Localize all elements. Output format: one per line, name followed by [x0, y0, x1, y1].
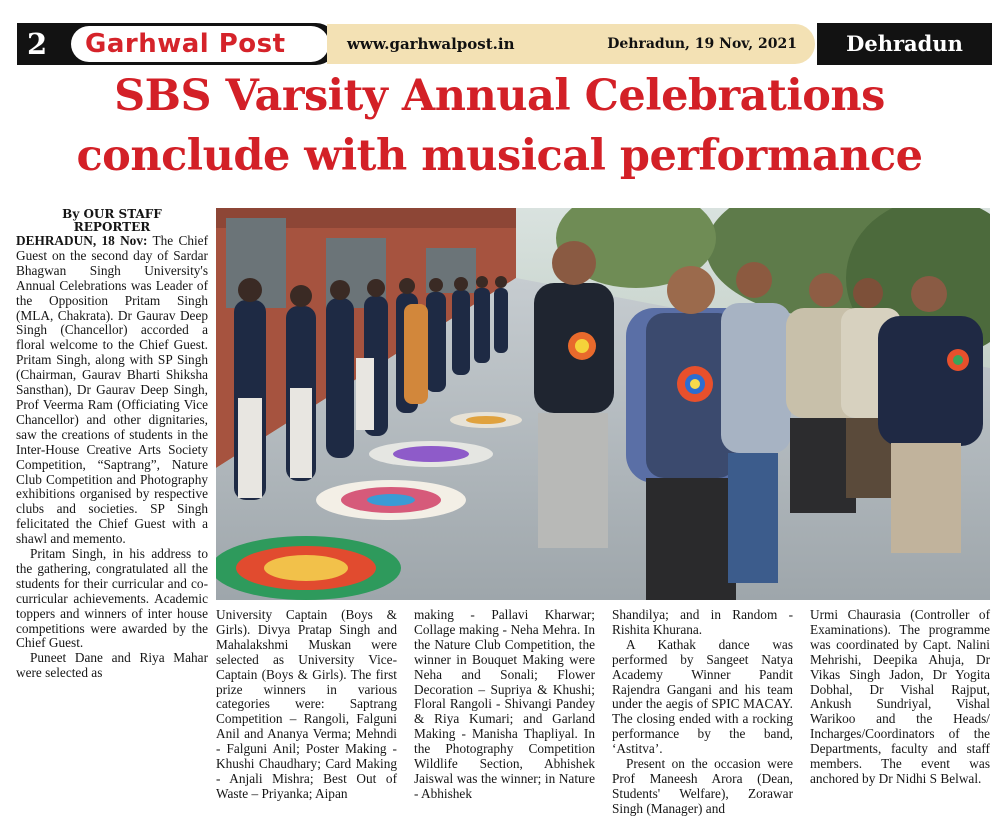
paragraph-captains-start: Puneet Dane and Riya Mahar were selected as	[16, 650, 208, 681]
paragraph-col3: making - Pallavi Kharwar; Collage making - Neha Mehra. In the Nature Club Competition, the winner in Bouquet Making were Neha and Sonali; Flower Decoration – Supriya & Khushi; Floral Rangoli - Shivangi Pandey & Riya Kumari; and Garland Making - Manisha Thapliyal. In the Photography Competition Wildlife Section, Abhishek Jaiswal was the winner; in Nature - Abhishek	[414, 607, 595, 801]
paragraph-col5: Urmi Chaurasia (Controller of Examinations). The programme was coordinated by Capt. Nalini Mehrishi, Deepika Ahuja, Dr Vikas Singh Jadon, Dr Yogita Dobhal, Dr Vishal Rajput, Ankush Sundriyal, Vishal Warikoo and the Heads/ Incharges/Coordinators of the Departments, faculty and staff members. The event was anchored by Dr Nidhi S Belwal.	[810, 607, 990, 786]
lead-text: The Chief Guest on the second day of Sardar Bhagwan Singh University's Annual Celebrations was Leader of the Opposition Pritam Singh (MLA, Chakrata). Dr Gaurav Deep Singh (Chancellor) accorded a floral welcome to the Chief Guest. Pritam Singh, along with SP Singh (Chairman, Gaurav Bharti Shiksha Sansthan), Dr Gaurav Deep Singh, Prof Veerma Ram (Officiating Vice Chancellor) and other dignitaries, saw the creations of students in the Inter-House Creative Arts Society Competition, “Saptrang”, Nature Club Competition and Photography exhibitions organised by respective clubs and societies. SP Singh felicitated the Chief Guest with a shawl and memento.	[16, 233, 208, 547]
section-label: Dehradun	[817, 23, 992, 65]
headline-line-1: SBS Varsity Annual Celebrations	[114, 71, 885, 121]
article-column-4	[612, 608, 793, 817]
paragraph-col4-2: A Kathak dance was performed by Sangeet Natya Academy Winner Pandit Rajendra Gangani and his team under the aegis of SPIC MACAY. The closing ended with a rocking performance by the band, ‘Astitva’.	[612, 636, 793, 757]
paragraph-col4-3: Present on the occasion were Prof Maneesh Arora (Dean, Students' Welfare), Zorawar Singh (Manager) and	[612, 756, 793, 816]
byline-line-2: REPORTER	[73, 220, 151, 234]
masthead	[17, 23, 992, 65]
paragraph-address: Pritam Singh, in his address to the gathering, congratulated all the students for their curricular and co-curricular achievements. Academic toppers and winners of inter house competitions were awarded by the Chief Guest.	[16, 546, 208, 651]
byline-line-1: By OUR STAFF	[62, 207, 162, 221]
website-url[interactable]: www.garhwalpost.in	[347, 35, 515, 53]
news-photo	[216, 208, 990, 600]
dateline: DEHRADUN, 18 Nov:	[16, 233, 148, 248]
photo-illustration	[216, 208, 990, 600]
edition-date: Dehradun, 19 Nov, 2021	[607, 36, 797, 52]
masthead-left-block	[17, 23, 337, 65]
article-column-5	[810, 608, 990, 787]
article-column-1	[16, 208, 208, 681]
paragraph-col4-1: Shandilya; and in Random - Rishita Khurana.	[612, 607, 793, 637]
masthead-info-band	[327, 24, 815, 64]
newspaper-logo: Garhwal Post	[71, 26, 329, 62]
article-column-3	[414, 608, 595, 802]
paragraph-col2: University Captain (Boys & Girls). Divya Pratap Singh and Mahalakshmi Muskan were selected as University Vice-Captain (Boys & Girls). The first prize winners in various categories were: Saptrang Competition – Rangoli, Falguni Anil and Ananya Verma; Mehndi - Falguni Anil; Poster Making - Khushi Chaudhary; Card Making - Anjali Mishra; Best Out of Waste – Priyanka; Aipan	[216, 607, 397, 801]
article-headline	[0, 66, 999, 186]
byline	[16, 208, 208, 234]
article-column-2	[216, 608, 397, 802]
headline-line-2: conclude with musical performance	[76, 131, 923, 181]
page-number: 2	[27, 27, 48, 61]
paragraph-lead	[16, 234, 208, 547]
